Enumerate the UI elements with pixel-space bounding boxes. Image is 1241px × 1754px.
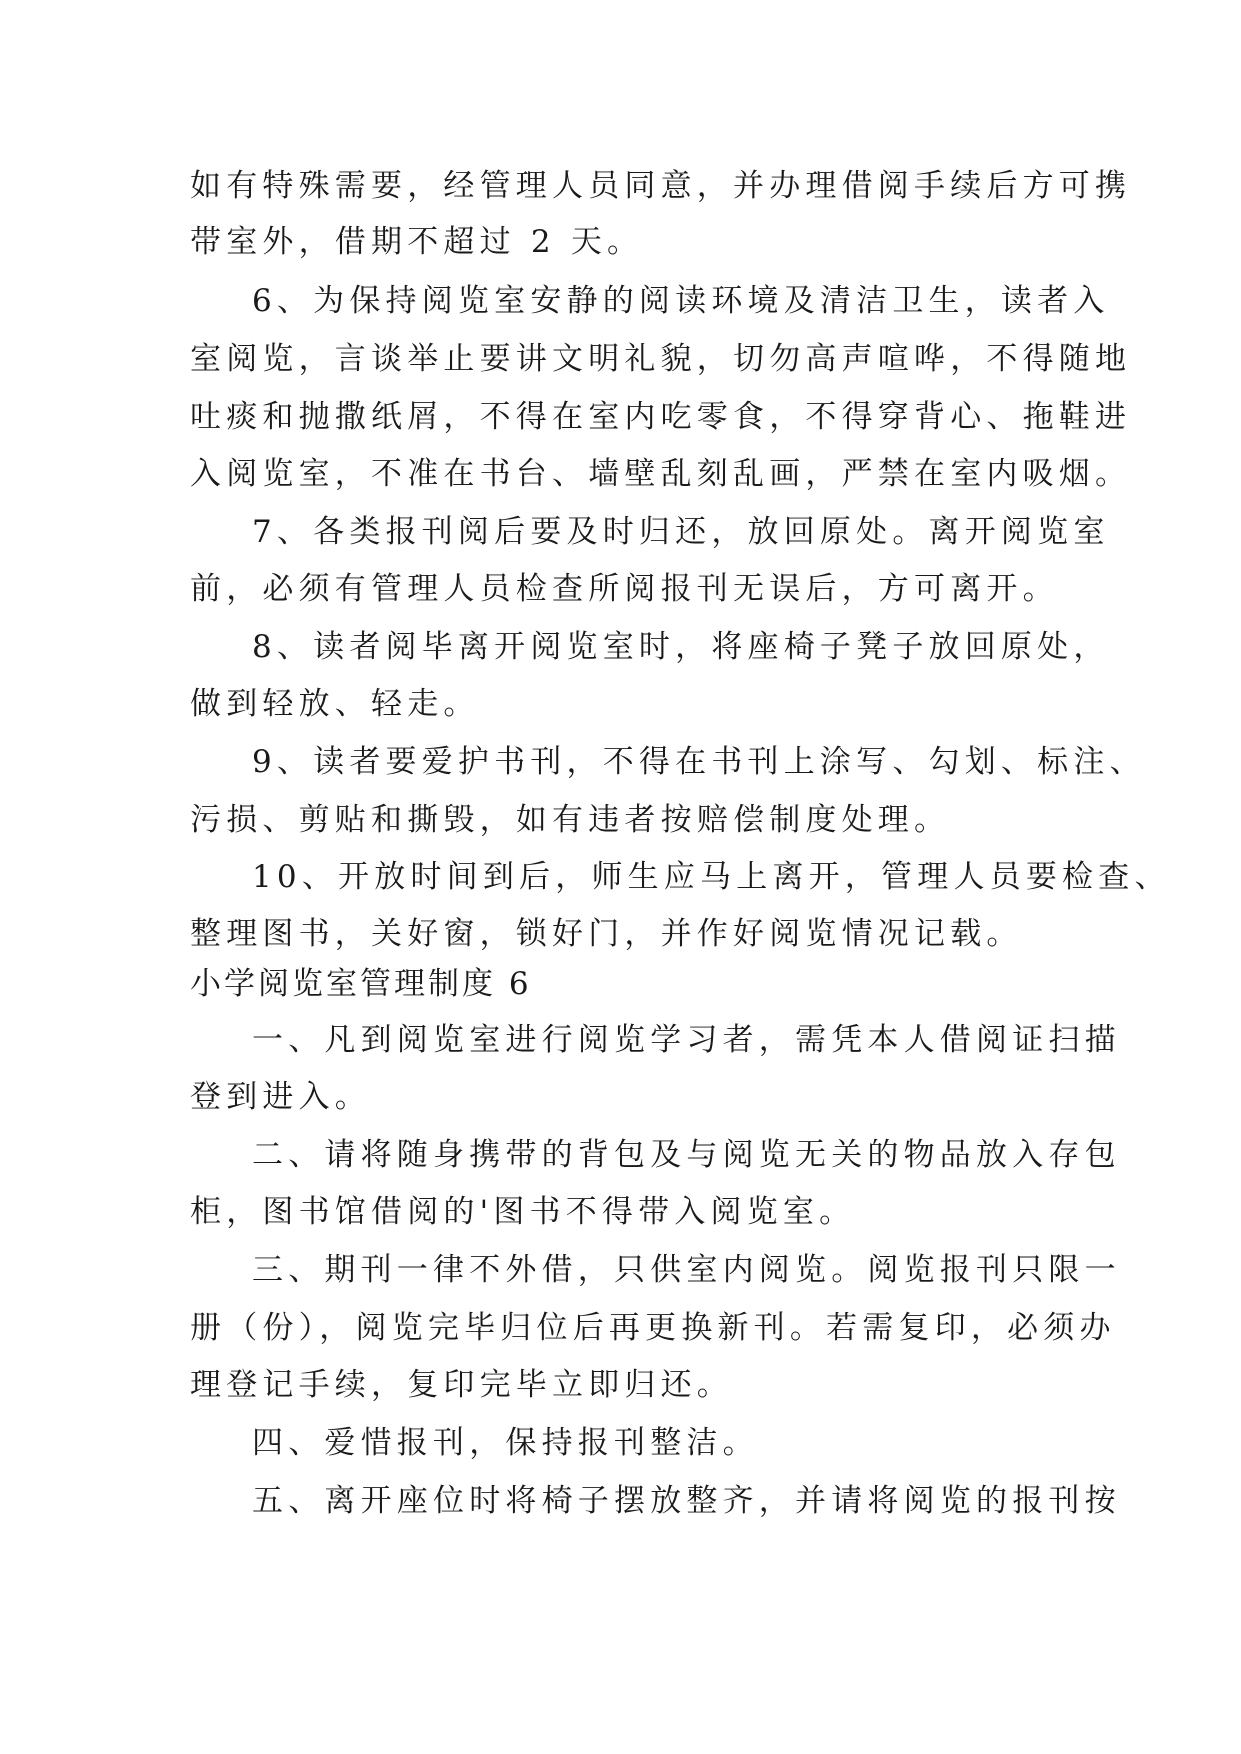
paragraph-start-7: 7、各类报刊阅后要及时归还，放回原处。离开阅览室 (252, 514, 1110, 550)
paragraph-start-6: 6、为保持阅览室安静的阅读环境及清洁卫生，读者入 (252, 283, 1110, 319)
paragraph-start-2: 二、请将随身携带的背包及与阅览无关的物品放入存包 (252, 1137, 1121, 1173)
text-line: 整理图书，关好窗，锁好门，并作好阅览情况记载。 (190, 916, 1023, 952)
section-title: 小学阅览室管理制度 6 (190, 966, 532, 1002)
paragraph-start-8: 8、读者阅毕离开阅览室时，将座椅子凳子放回原处， (252, 629, 1110, 665)
paragraph-start-10: 10、开放时间到后，师生应马上离开，管理人员要检查、 (252, 859, 1171, 895)
paragraph-start-5: 五、离开座位时将椅子摆放整齐，并请将阅览的报刊按 (252, 1483, 1121, 1519)
text-line: 理登记手续，复印完毕立即归还。 (190, 1367, 733, 1403)
text-line: 污损、剪贴和撕毁，如有违者按赔偿制度处理。 (190, 802, 951, 838)
paragraph-start-4: 四、爱惜报刊，保持报刊整洁。 (252, 1425, 759, 1461)
paragraph-start-1: 一、凡到阅览室进行阅览学习者，需凭本人借阅证扫描 (252, 1022, 1121, 1058)
text-line: 柜，图书馆借阅的'图书不得带入阅览室。 (190, 1194, 856, 1230)
text-line: 做到轻放、轻走。 (190, 686, 480, 722)
text-line: 室阅览，言谈举止要讲文明礼貌，切勿高声喧哗，不得随地 (190, 341, 1132, 377)
text-line: 如有特殊需要，经管理人员同意，并办理借阅手续后方可携 (190, 168, 1132, 204)
text-line: 册（份），阅览完毕归位后再更换新刊。若需复印，必须办 (190, 1310, 1116, 1346)
paragraph-start-3: 三、期刊一律不外借，只供室内阅览。阅览报刊只限一 (252, 1252, 1121, 1288)
paragraph-start-9: 9、读者要爱护书刊，不得在书刊上涂写、勾划、标注、 (252, 744, 1146, 780)
text-line: 带室外，借期不超过 2 天。 (190, 224, 644, 260)
text-line: 吐痰和抛撒纸屑，不得在室内吃零食，不得穿背心、拖鞋进 (190, 399, 1132, 435)
text-line: 前，必须有管理人员检查所阅报刊无误后，方可离开。 (190, 571, 1059, 607)
text-line: 登到进入。 (190, 1079, 371, 1115)
text-line: 入阅览室，不准在书台、墙壁乱刻乱画，严禁在室内吸烟。 (190, 456, 1132, 492)
